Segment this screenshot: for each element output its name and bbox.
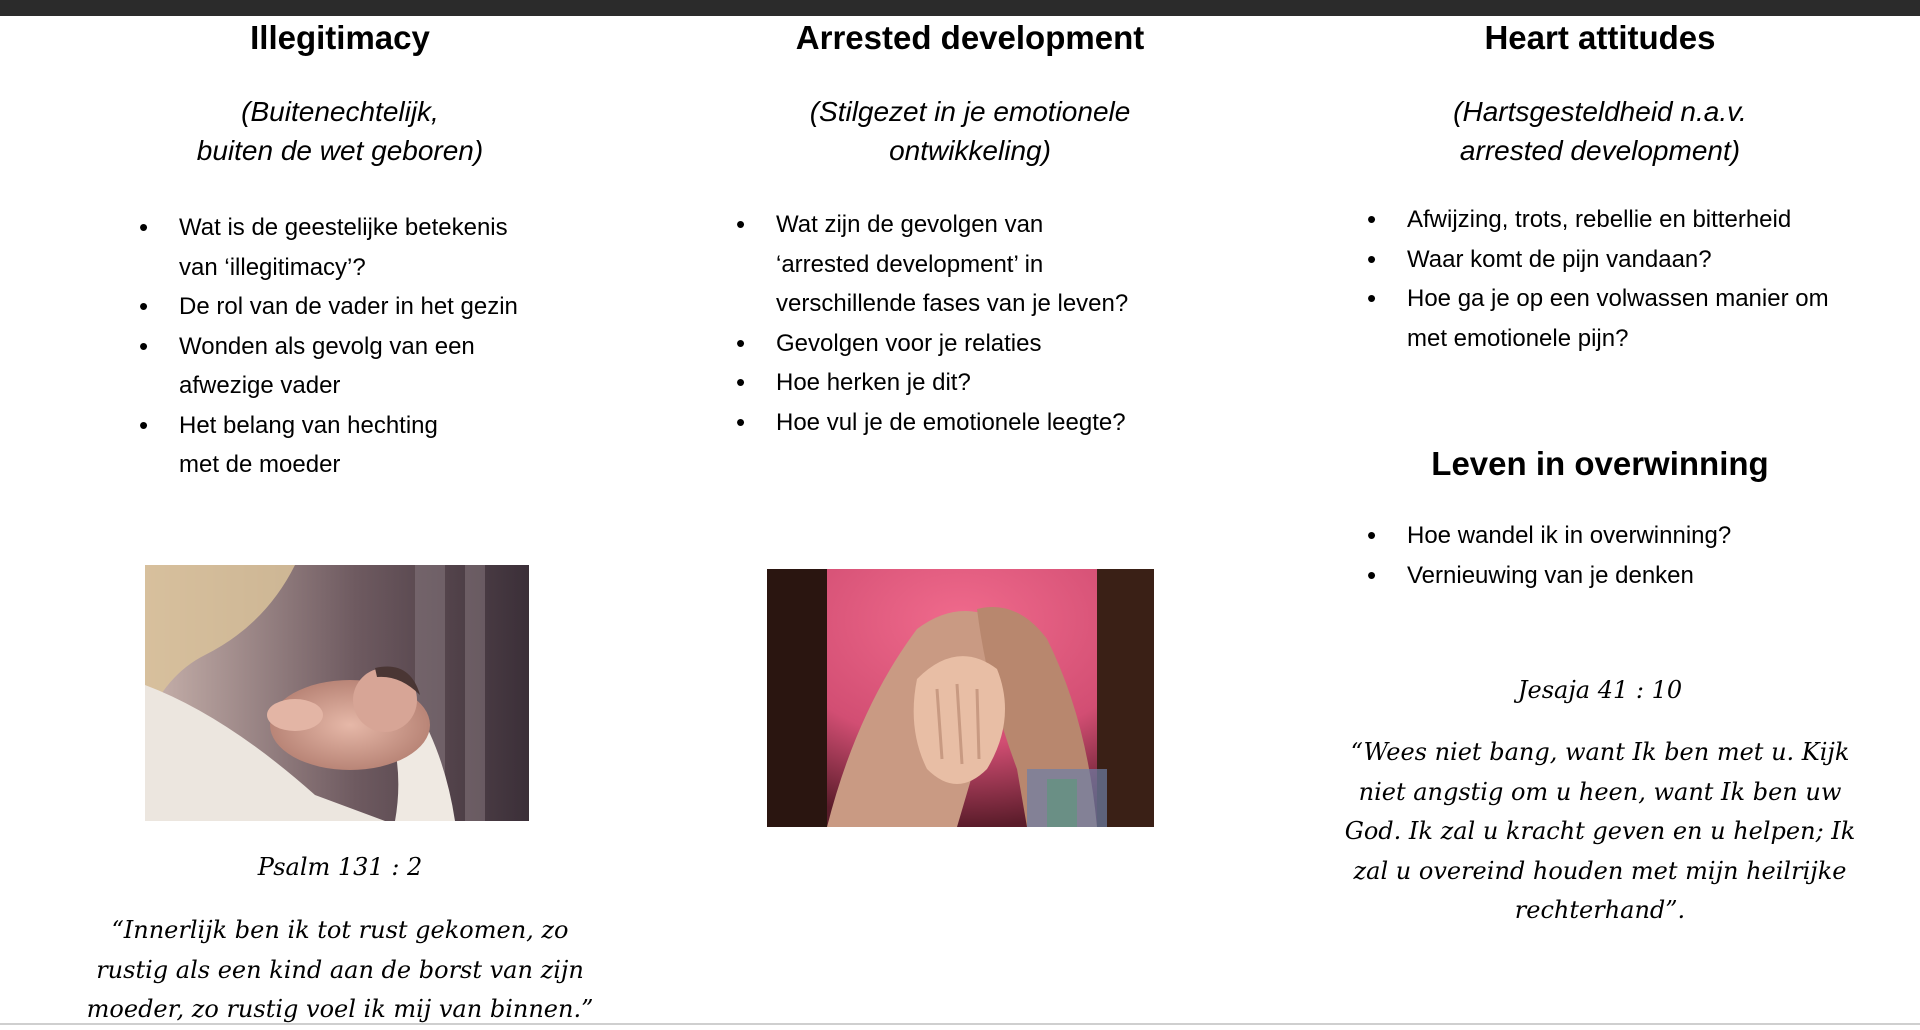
bullet-list-overwinning xyxy=(1367,516,1867,595)
subtitle-line: (Buitenechtelijk, xyxy=(241,96,439,127)
list-item-line: • Wonden als gevolg van een xyxy=(179,332,475,360)
quote-line: “Innerlijk ben ik tot rust gekomen, zo xyxy=(111,916,569,944)
list-item-line: • Hoe vul je de emotionele leegte? xyxy=(776,408,1126,436)
photo-holding-hands xyxy=(767,569,1154,827)
photo-mother-and-baby xyxy=(145,565,529,821)
list-item xyxy=(736,205,1196,324)
quote-line: “Wees niet bang, want Ik ben met u. Kijk xyxy=(1350,738,1850,766)
subtitle-arrested-development xyxy=(720,92,1220,170)
list-item-line: • Waar komt de pijn vandaan? xyxy=(1407,245,1712,273)
list-item xyxy=(1367,556,1867,596)
list-item-line: • Het belang van hechting xyxy=(179,411,438,439)
title-leven-in-overwinning: Leven in overwinning xyxy=(1431,445,1769,482)
list-item-line: • Hoe wandel ik in overwinning? xyxy=(1407,522,1732,549)
quote-line: rechterhand”. xyxy=(1514,896,1686,924)
subtitle-heart-attitudes xyxy=(1400,92,1800,170)
list-item xyxy=(1367,200,1867,240)
list-item xyxy=(1367,240,1867,280)
subtitle-line: ontwikkeling) xyxy=(889,135,1051,166)
list-item xyxy=(139,287,559,327)
scripture-ref-psalm: Psalm 131 : 2 xyxy=(257,853,423,881)
title-illegitimacy: Illegitimacy xyxy=(250,19,430,56)
list-item-line: verschillende fases van je leven? xyxy=(776,290,1129,317)
bullet-list-arrested-development xyxy=(736,205,1196,442)
list-item-line: ‘arrested development’ in xyxy=(776,250,1044,278)
list-item-line: • Wat is de geestelijke betekenis xyxy=(179,214,508,241)
quote-line: niet angstig om u heen, want Ik ben uw xyxy=(1358,777,1842,806)
list-item-line: van ‘illegitimacy’? xyxy=(179,253,366,281)
quote-line: moeder, zo rustig voel ik mij van binnen.” xyxy=(86,995,594,1023)
list-item-line: • Hoe herken je dit? xyxy=(776,369,971,396)
list-item xyxy=(1367,516,1867,556)
subtitle-line: (Stilgezet in je emotionele xyxy=(809,96,1131,127)
scripture-ref-jesaja: Jesaja 41 : 10 xyxy=(1517,676,1683,704)
bullet-list-heart-attitudes xyxy=(1367,200,1867,358)
list-item xyxy=(139,208,559,287)
list-item-line: • Vernieuwing van je denken xyxy=(1407,561,1694,589)
list-item-line: • Gevolgen voor je relaties xyxy=(776,329,1042,357)
list-item-line: • Afwijzing, trots, rebellie en bitterheid xyxy=(1407,206,1792,233)
bullet-list-illegitimacy xyxy=(139,208,559,485)
quote-psalm xyxy=(60,911,620,1030)
list-item-line: • Wat zijn de gevolgen van xyxy=(776,211,1044,238)
list-item xyxy=(139,327,559,406)
subtitle-line: arrested development) xyxy=(1459,135,1741,166)
list-item-line: met emotionele pijn? xyxy=(1407,324,1629,352)
title-heart-attitudes: Heart attitudes xyxy=(1484,19,1716,56)
title-arrested-development: Arrested development xyxy=(795,19,1145,56)
subtitle-line: (Hartsgesteldheid n.a.v. xyxy=(1453,96,1747,127)
list-item xyxy=(1367,279,1867,358)
quote-line: rustig als een kind aan de borst van zijn xyxy=(96,955,584,984)
list-item-line: • De rol van de vader in het gezin xyxy=(179,293,518,320)
window-top-bar xyxy=(0,0,1920,16)
quote-line: God. Ik zal u kracht geven en u helpen; Ik xyxy=(1344,817,1856,845)
list-item-line: afwezige vader xyxy=(179,372,341,399)
list-item xyxy=(736,403,1196,443)
quote-line: zal u overeind houden met mijn heilrijke xyxy=(1353,856,1847,885)
subtitle-line: buiten de wet geboren) xyxy=(196,135,484,166)
quote-jesaja xyxy=(1330,733,1870,931)
list-item xyxy=(139,406,559,485)
list-item-line: • Hoe ga je op een volwassen manier om xyxy=(1407,285,1829,312)
subtitle-illegitimacy xyxy=(140,92,540,170)
list-item xyxy=(736,324,1196,364)
list-item-line: met de moeder xyxy=(179,451,341,478)
list-item xyxy=(736,363,1196,403)
